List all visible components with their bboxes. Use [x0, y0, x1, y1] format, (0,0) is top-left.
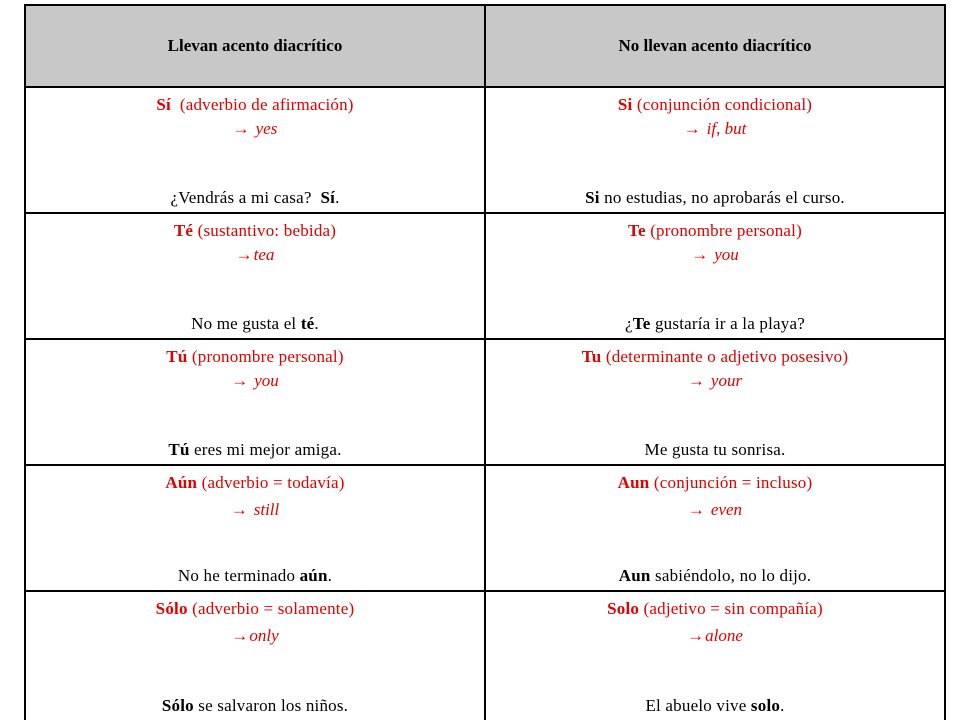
- english-translation: only: [249, 626, 279, 645]
- accented-word: Sí: [156, 95, 171, 114]
- translation-line: [486, 500, 944, 520]
- example-keyword: Aun: [618, 566, 651, 585]
- example-text: .: [335, 188, 340, 207]
- english-translation: still: [253, 500, 280, 519]
- unaccented-word: Solo: [607, 599, 640, 618]
- word-category: (adverbio = solamente): [187, 599, 355, 618]
- example-text: sabiéndolo, no lo dijo.: [650, 566, 812, 585]
- table-row: [26, 88, 944, 214]
- example-keyword: Sí: [320, 188, 336, 207]
- right-arrow-icon: →: [231, 626, 249, 645]
- example-keyword: Si: [585, 188, 600, 207]
- example-keyword: solo: [750, 696, 781, 715]
- example-text: eres mi mejor amiga.: [189, 440, 342, 459]
- example-sentence: [486, 314, 944, 334]
- accented-word: Tú: [166, 347, 188, 366]
- example-text: .: [314, 314, 319, 333]
- example-keyword: té: [300, 314, 315, 333]
- word-category: (conjunción = incluso): [649, 473, 813, 492]
- english-translation: you: [714, 245, 739, 264]
- example-text: No me gusta el: [191, 314, 301, 333]
- translation-line: [26, 119, 484, 139]
- cell-with-accent: [26, 214, 486, 338]
- translation-line: [486, 626, 944, 646]
- english-translation: your: [710, 371, 743, 390]
- right-arrow-icon: →: [683, 119, 701, 138]
- definition-line: [486, 473, 944, 493]
- example-sentence: [486, 440, 944, 460]
- right-arrow-icon: →: [687, 626, 705, 645]
- word-category: (pronombre personal): [187, 347, 344, 366]
- translation-line: [26, 245, 484, 265]
- translation-line: [26, 626, 484, 646]
- definition-line: [26, 473, 484, 493]
- cell-with-accent: [26, 466, 486, 590]
- example-sentence: [26, 314, 484, 334]
- unaccented-word: Aun: [617, 473, 650, 492]
- example-text: ¿Vendrás a mi casa?: [170, 188, 321, 207]
- word-category: (pronombre personal): [645, 221, 802, 240]
- right-arrow-icon: →: [232, 119, 250, 138]
- example-text: se salvaron los niños.: [193, 696, 349, 715]
- example-sentence: [26, 188, 484, 208]
- accented-word: Té: [173, 221, 194, 240]
- right-arrow-icon: →: [231, 371, 249, 390]
- word-category: (adverbio de afirmación): [170, 95, 354, 114]
- right-arrow-icon: →: [687, 500, 705, 519]
- header-with-accent: Llevan acento diacrítico: [26, 6, 486, 86]
- definition-line: [486, 347, 944, 367]
- word-category: (adjetivo = sin compañía): [639, 599, 823, 618]
- table-header-row: [26, 6, 944, 88]
- cell-without-accent: [486, 340, 944, 464]
- unaccented-word: Te: [628, 221, 646, 240]
- definition-line: [486, 95, 944, 115]
- translation-line: [26, 371, 484, 391]
- right-arrow-icon: →: [687, 371, 705, 390]
- example-sentence: [26, 696, 484, 716]
- cell-without-accent: [486, 214, 944, 338]
- table-row: [26, 214, 944, 340]
- accented-word: Aún: [165, 473, 198, 492]
- translation-line: [486, 371, 944, 391]
- english-translation: you: [254, 371, 279, 390]
- example-text: El abuelo vive: [645, 696, 751, 715]
- example-text: no estudias, no aprobarás el curso.: [599, 188, 845, 207]
- word-category: (adverbio = todavía): [197, 473, 345, 492]
- example-sentence: [486, 566, 944, 586]
- example-text: ¿: [625, 314, 633, 333]
- example-keyword: Tú: [168, 440, 190, 459]
- right-arrow-icon: →: [230, 500, 248, 519]
- cell-without-accent: [486, 88, 944, 212]
- diacritic-table: [24, 4, 946, 720]
- accented-word: Sólo: [155, 599, 188, 618]
- example-sentence: [26, 566, 484, 586]
- english-translation: if, but: [706, 119, 747, 138]
- example-sentence: [26, 440, 484, 460]
- table-row: [26, 466, 944, 592]
- right-arrow-icon: →: [691, 245, 709, 264]
- header-without-accent: No llevan acento diacrítico: [618, 36, 812, 55]
- example-text: Me gusta tu sonrisa.: [644, 440, 786, 459]
- word-category: (determinante o adjetivo posesivo): [601, 347, 849, 366]
- translation-line: [26, 500, 484, 520]
- example-keyword: aún: [299, 566, 328, 585]
- definition-line: [486, 221, 944, 241]
- english-translation: alone: [705, 626, 743, 645]
- example-text: No he terminado: [177, 566, 300, 585]
- english-translation: yes: [255, 119, 278, 138]
- example-sentence: [486, 188, 944, 208]
- translation-line: [486, 245, 944, 265]
- right-arrow-icon: →: [235, 245, 253, 264]
- table-row: [26, 340, 944, 466]
- example-sentence: [486, 696, 944, 716]
- english-translation: tea: [253, 245, 275, 264]
- unaccented-word: Tu: [581, 347, 602, 366]
- word-category: (conjunción condicional): [632, 95, 813, 114]
- cell-without-accent: [486, 592, 944, 720]
- definition-line: [26, 95, 484, 115]
- table-row: [26, 592, 944, 720]
- example-keyword: Te: [632, 314, 651, 333]
- definition-line: [26, 599, 484, 619]
- translation-line: [486, 119, 944, 139]
- definition-line: [26, 221, 484, 241]
- cell-without-accent: [486, 466, 944, 590]
- example-text: gustaría ir a la playa?: [650, 314, 805, 333]
- example-text: .: [780, 696, 785, 715]
- cell-with-accent: [26, 592, 486, 720]
- cell-with-accent: [26, 340, 486, 464]
- example-keyword: Sólo: [161, 696, 194, 715]
- unaccented-word: Si: [617, 95, 633, 114]
- example-text: .: [327, 566, 333, 585]
- definition-line: [26, 347, 484, 367]
- cell-with-accent: [26, 88, 486, 212]
- word-category: (sustantivo: bebida): [193, 221, 337, 240]
- english-translation: even: [710, 500, 743, 519]
- definition-line: [486, 599, 944, 619]
